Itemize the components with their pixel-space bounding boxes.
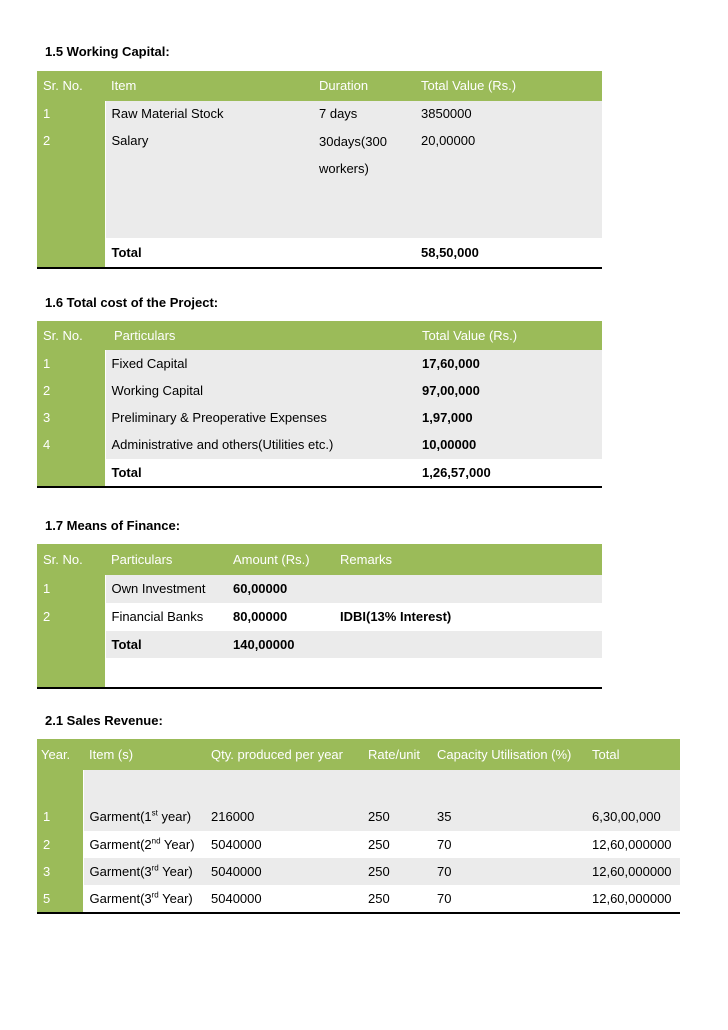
particular-cell: Fixed Capital [105,350,416,377]
header-cell: Item [105,71,313,101]
item-text: Year) [158,890,193,906]
rate-cell: 250 [362,858,431,885]
section-title-total-cost: 1.6 Total cost of the Project: [45,295,219,310]
table-row [37,831,680,858]
capacity-cell: 70 [431,831,586,858]
table-row [37,350,602,377]
duration-line: workers) [319,160,369,176]
total-label: Total [105,459,416,487]
amount-cell: 80,00000 [227,603,330,631]
empty-cell [330,658,602,688]
item-cell [83,858,205,885]
header-cell: Capacity Utilisation (%) [431,739,586,770]
total-cell: 6,30,00,000 [586,803,680,831]
total-cost-table [37,320,602,488]
item-ordinal: rd [151,890,159,900]
value-cell: 17,60,000 [416,350,602,377]
particular-cell: Working Capital [105,377,416,404]
particular-cell: Preliminary & Preoperative Expenses [105,404,416,431]
header-cell: Duration [313,71,415,101]
header-cell: Sr. No. [37,71,105,101]
table-header-row [37,321,602,350]
total-value: 58,50,000 [415,238,602,268]
empty-cell [431,770,586,803]
sr-cell [37,658,105,688]
total-row [37,238,602,268]
amount-cell: 60,00000 [227,575,330,603]
sr-cell: 1 [37,101,105,128]
empty-cell [362,770,431,803]
item-text: year) [157,809,192,824]
table-row [37,377,602,404]
item-cell [83,885,205,913]
qty-cell: 5040000 [205,831,362,858]
capacity-cell: 35 [431,803,586,831]
header-cell: Particulars [105,544,227,575]
year-cell: 2 [37,831,83,858]
total-row [37,631,602,658]
header-cell: Total Value (Rs.) [416,321,602,350]
rate-cell: 250 [362,803,431,831]
year-cell: 3 [37,858,83,885]
value-cell: 10,00000 [416,431,602,459]
item-text: Year) [160,836,195,852]
sr-cell: 2 [37,128,105,238]
item-cell: Salary [105,128,313,238]
sr-cell: 4 [37,431,105,459]
section-title-means-of-finance: 1.7 Means of Finance: [45,518,181,533]
particular-cell: Own Investment [105,575,227,603]
sr-cell [37,238,105,268]
particular-cell: Administrative and others(Utilities etc.) [105,431,416,459]
total-cell: 12,60,000000 [586,831,680,858]
table-row [37,128,602,238]
duration-cell: 7 days [313,101,415,128]
section-title-working-capital: 1.5 Working Capital: [45,44,170,59]
total-label: Total [105,238,313,268]
year-cell: 5 [37,885,83,913]
empty-cell [313,238,415,268]
total-cell: 12,60,000000 [586,858,680,885]
table-header-row [37,739,680,770]
value-cell: 1,97,000 [416,404,602,431]
table-row [37,658,602,688]
total-row [37,459,602,487]
header-cell: Total [586,739,680,770]
section-title-sales-revenue: 2.1 Sales Revenue: [45,713,163,728]
item-ordinal: nd [151,836,161,846]
capacity-cell: 70 [431,885,586,913]
table-header-row [37,544,602,575]
means-of-finance-table [37,543,602,689]
particular-cell: Financial Banks [105,603,227,631]
duration-line: 30days(300 [319,133,387,149]
value-cell: 97,00,000 [416,377,602,404]
table-row [37,575,602,603]
table-row [37,404,602,431]
table-row [37,858,680,885]
sr-cell: 1 [37,350,105,377]
item-text: Garment(3 [89,890,152,906]
header-cell: Year. [37,739,83,770]
qty-cell: 5040000 [205,885,362,913]
sr-cell [37,459,105,487]
total-value: 140,00000 [227,631,330,658]
item-ordinal: rd [151,863,159,873]
sr-cell: 2 [37,603,105,631]
sr-cell: 3 [37,404,105,431]
table-row [37,431,602,459]
empty-cell [205,770,362,803]
header-cell: Sr. No. [37,544,105,575]
header-cell: Total Value (Rs.) [415,71,602,101]
empty-cell [83,770,205,803]
sr-cell: 1 [37,575,105,603]
empty-cell [105,658,227,688]
qty-cell: 5040000 [205,858,362,885]
item-cell [83,803,205,831]
item-text: Garment(2 [89,836,152,852]
year-cell: 1 [37,803,83,831]
empty-cell [227,658,330,688]
item-text: Garment(3 [89,863,152,879]
total-cell: 12,60,000000 [586,885,680,913]
header-cell: Sr. No. [37,321,105,350]
year-cell [37,770,83,803]
item-cell [83,831,205,858]
remarks-cell [330,575,602,603]
table-row [37,101,602,128]
working-capital-table [37,70,602,269]
item-cell: Raw Material Stock [105,101,313,128]
total-value: 1,26,57,000 [416,459,602,487]
header-cell: Amount (Rs.) [227,544,330,575]
empty-cell [330,631,602,658]
table-header-row [37,71,602,101]
table-row [37,603,602,631]
header-cell: Qty. produced per year [205,739,362,770]
sales-revenue-table [37,738,680,914]
duration-cell [313,128,415,238]
table-row [37,885,680,913]
header-cell: Remarks [330,544,602,575]
capacity-cell: 70 [431,858,586,885]
remarks-cell: IDBI(13% Interest) [330,603,602,631]
table-row [37,803,680,831]
header-cell: Rate/unit [362,739,431,770]
total-label: Total [105,631,227,658]
sr-cell [37,631,105,658]
rate-cell: 250 [362,831,431,858]
header-cell: Particulars [105,321,416,350]
item-text: Year) [158,863,193,879]
item-text: Garment(1 [89,809,152,824]
value-cell: 3850000 [415,101,602,128]
qty-cell: 216000 [205,803,362,831]
sr-cell: 2 [37,377,105,404]
empty-cell [586,770,680,803]
rate-cell: 250 [362,885,431,913]
header-cell: Item (s) [83,739,205,770]
value-cell: 20,00000 [415,128,602,238]
table-row [37,770,680,803]
item-ordinal: st [151,808,158,818]
